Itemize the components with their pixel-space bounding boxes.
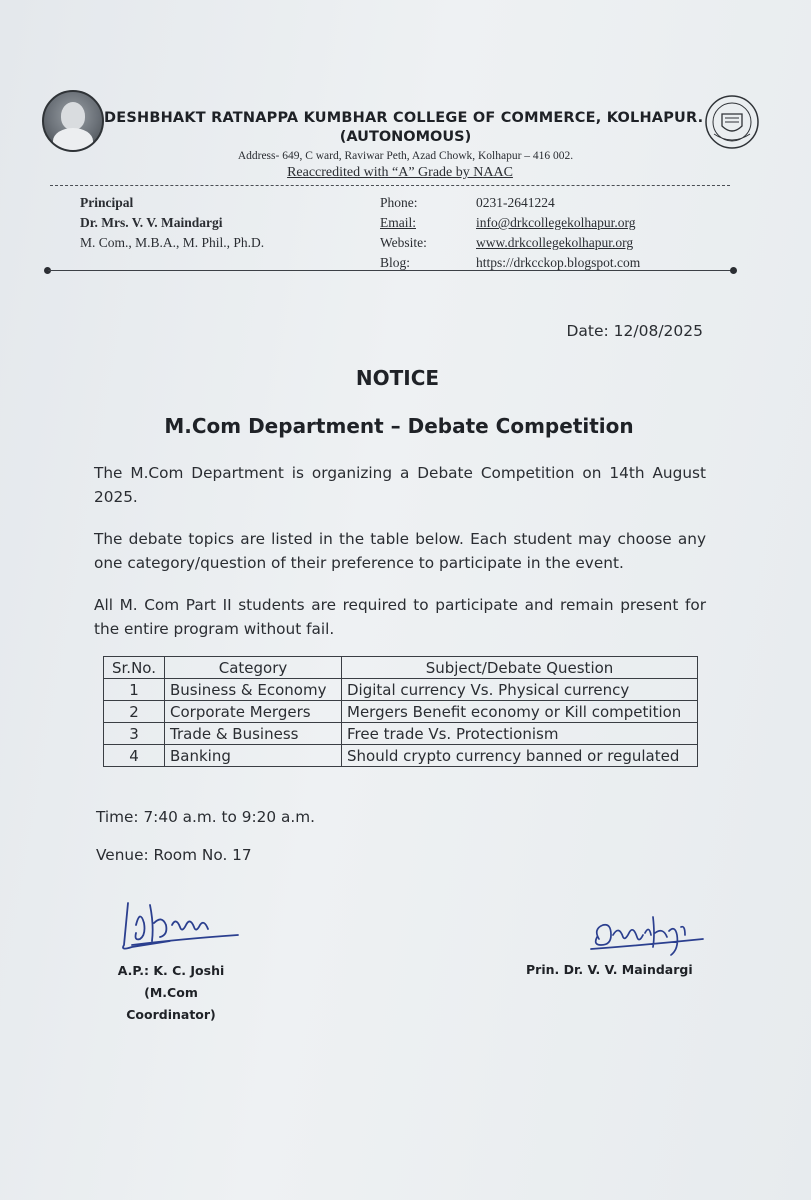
table-cell: Mergers Benefit economy or Kill competition xyxy=(342,701,698,723)
table-row xyxy=(104,701,698,723)
contact-block xyxy=(380,193,640,273)
contact-label: Phone: xyxy=(380,195,418,210)
letterhead-dashed-divider xyxy=(50,185,730,186)
college-name: DESHBHAKT RATNAPPA KUMBHAR COLLEGE OF COMMERCE, KOLHAPUR. xyxy=(104,110,704,126)
blog-link[interactable]: https://drkcckop.blogspot.com xyxy=(476,255,641,270)
website-link[interactable]: www.drkcollegekolhapur.org xyxy=(476,235,634,250)
coordinator-name: A.P.: K. C. Joshi xyxy=(117,963,225,978)
college-address: Address- 649, C ward, Raviwar Peth, Azad Chowk, Kolhapur – 416 002. xyxy=(237,150,574,162)
principal-block xyxy=(80,193,264,253)
coordinator-signature-icon xyxy=(110,895,250,955)
contact-label: Email: xyxy=(380,215,416,230)
event-venue: Venue: Room No. 17 xyxy=(96,846,252,864)
event-time: Time: 7:40 a.m. to 9:20 a.m. xyxy=(96,808,315,826)
table-cell: 2 xyxy=(104,701,165,723)
paragraph-attendance: All M. Com Part II students are required to participate and remain present for the entire program without fail. xyxy=(94,596,706,638)
table-row xyxy=(104,679,698,701)
accreditation-line: Reaccredited with “A” Grade by NAAC xyxy=(287,165,513,180)
contact-value: 0231-2641224 xyxy=(476,195,555,210)
coordinator-signature-block xyxy=(100,960,242,1026)
table-header-cell: Sr.No. xyxy=(104,657,165,679)
paragraph-announcement: The M.Com Department is organizing a Debate Competition on 14th August 2025. xyxy=(94,464,706,506)
paragraph-topics: The debate topics are listed in the table below. Each student may choose any one category/question of their preference to participate in the event. xyxy=(94,530,706,572)
table-row xyxy=(104,745,698,767)
principal-qualifications: M. Com., M.B.A., M. Phil., Ph.D. xyxy=(80,235,265,250)
table-cell: 1 xyxy=(104,679,165,701)
principal-signature-name: Prin. Dr. V. V. Maindargi xyxy=(526,962,693,977)
principal-name: Dr. Mrs. V. V. Maindargi xyxy=(80,215,223,230)
letterhead-solid-divider xyxy=(48,270,734,271)
table-cell: Corporate Mergers xyxy=(165,701,342,723)
contact-label: Blog: xyxy=(380,255,411,270)
notice-subject: M.Com Department – Debate Competition xyxy=(164,414,634,438)
table-cell: Business & Economy xyxy=(165,679,342,701)
contact-row-phone xyxy=(380,193,640,213)
table-cell: Banking xyxy=(165,745,342,767)
table-cell: Should crypto currency banned or regulated xyxy=(342,745,698,767)
debate-topics-table xyxy=(103,656,698,767)
contact-label: Website: xyxy=(380,235,427,250)
contact-row-email xyxy=(380,213,640,233)
table-row xyxy=(104,723,698,745)
table-cell: 3 xyxy=(104,723,165,745)
email-link[interactable]: info@drkcollegekolhapur.org xyxy=(476,215,636,230)
table-header-cell: Subject/Debate Question xyxy=(342,657,698,679)
coordinator-role: (M.Com Coordinator) xyxy=(126,985,216,1022)
autonomous-label: (AUTONOMOUS) xyxy=(339,129,472,145)
table-header-cell: Category xyxy=(165,657,342,679)
principal-title: Principal xyxy=(80,195,134,210)
table-header-row xyxy=(104,657,698,679)
divider-end-dot xyxy=(730,267,737,274)
table-cell: Digital currency Vs. Physical currency xyxy=(342,679,698,701)
principal-signature-icon xyxy=(585,905,710,960)
table-cell: Trade & Business xyxy=(165,723,342,745)
notice-title: NOTICE xyxy=(355,366,440,390)
contact-row-website xyxy=(380,233,640,253)
table-cell: 4 xyxy=(104,745,165,767)
table-cell: Free trade Vs. Protectionism xyxy=(342,723,698,745)
notice-date: Date: 12/08/2025 xyxy=(566,322,703,340)
